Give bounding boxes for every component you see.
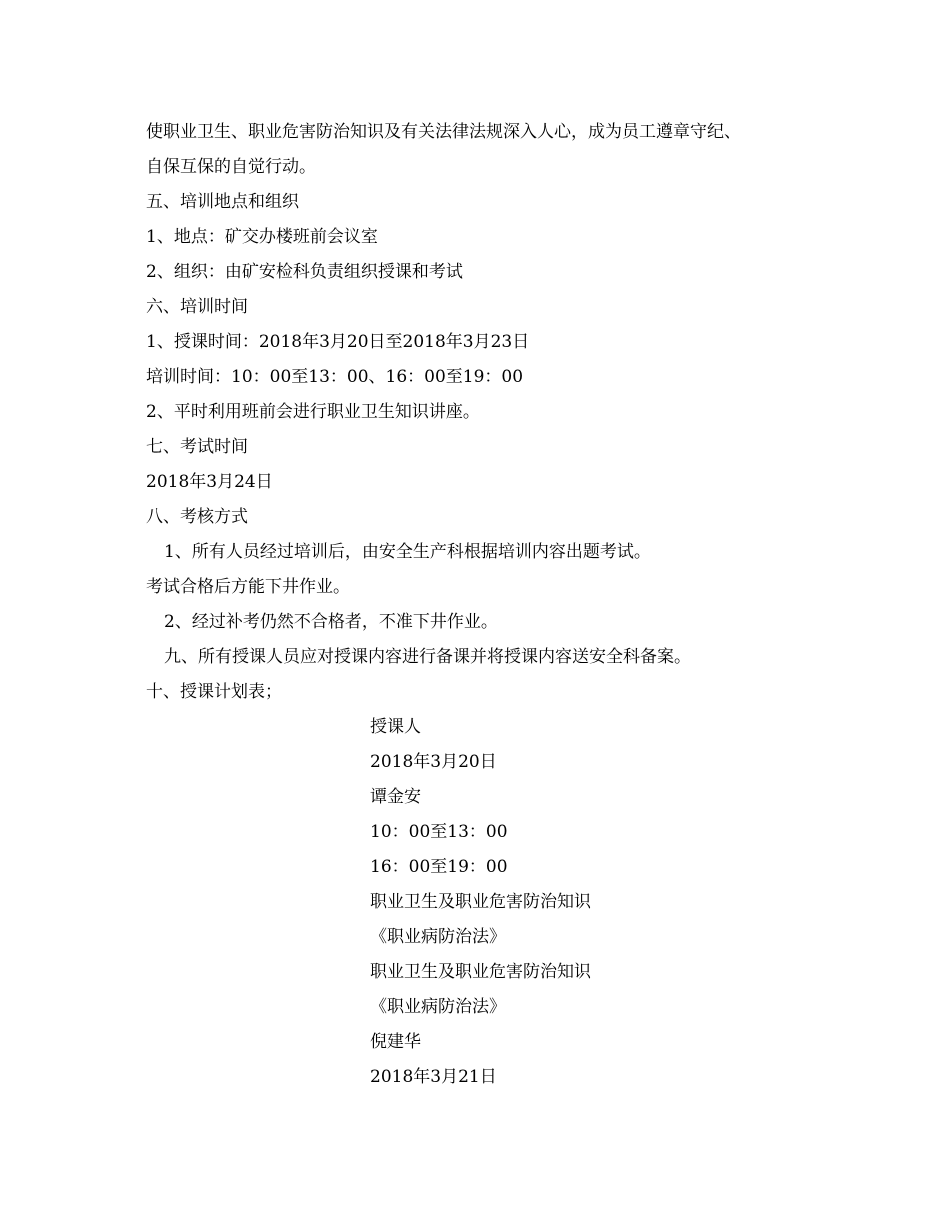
paragraph-line: 1、授课时间：2018年3月20日至2018年3月23日 (146, 332, 530, 352)
paragraph-line: 2018年3月24日 (146, 472, 273, 492)
paragraph-line: 2、经过补考仍然不合格者，不准下井作业。 (164, 612, 498, 632)
section-heading-schedule: 十、授课计划表； (146, 682, 282, 702)
schedule-item: 倪建华 (370, 1032, 421, 1052)
schedule-item: 2018年3月21日 (370, 1067, 497, 1087)
paragraph-line: 考试合格后方能下井作业。 (146, 577, 350, 597)
section-heading-location: 五、培训地点和组织 (146, 192, 299, 212)
schedule-item: 2018年3月20日 (370, 752, 497, 772)
schedule-item: 16：00至19：00 (370, 857, 508, 877)
section-heading-assessment: 八、考核方式 (146, 507, 248, 527)
paragraph-line: 培训时间：10：00至13：00、16：00至19：00 (146, 367, 524, 387)
schedule-item: 10：00至13：00 (370, 822, 508, 842)
section-heading-exam-time: 七、考试时间 (146, 437, 248, 457)
schedule-item: 职业卫生及职业危害防治知识 (370, 892, 591, 912)
paragraph-line: 2、组织：由矿安检科负责组织授课和考试 (146, 262, 463, 282)
schedule-item: 谭金安 (370, 787, 421, 807)
paragraph-line: 使职业卫生、职业危害防治知识及有关法律法规深入人心，成为员工遵章守纪、 (146, 122, 741, 142)
schedule-item: 《职业病防治法》 (370, 997, 506, 1017)
schedule-item: 职业卫生及职业危害防治知识 (370, 962, 591, 982)
paragraph-line: 自保互保的自觉行动。 (146, 157, 316, 177)
schedule-item: 授课人 (370, 717, 421, 737)
paragraph-line: 2、平时利用班前会进行职业卫生知识讲座。 (146, 402, 480, 422)
paragraph-line: 1、地点：矿交办楼班前会议室 (146, 227, 378, 247)
section-heading-time: 六、培训时间 (146, 297, 248, 317)
paragraph-line: 1、所有人员经过培训后，由安全生产科根据培训内容出题考试。 (164, 542, 651, 562)
schedule-item: 《职业病防治法》 (370, 927, 506, 947)
paragraph-line: 九、所有授课人员应对授课内容进行备课并将授课内容送安全科备案。 (164, 647, 691, 667)
